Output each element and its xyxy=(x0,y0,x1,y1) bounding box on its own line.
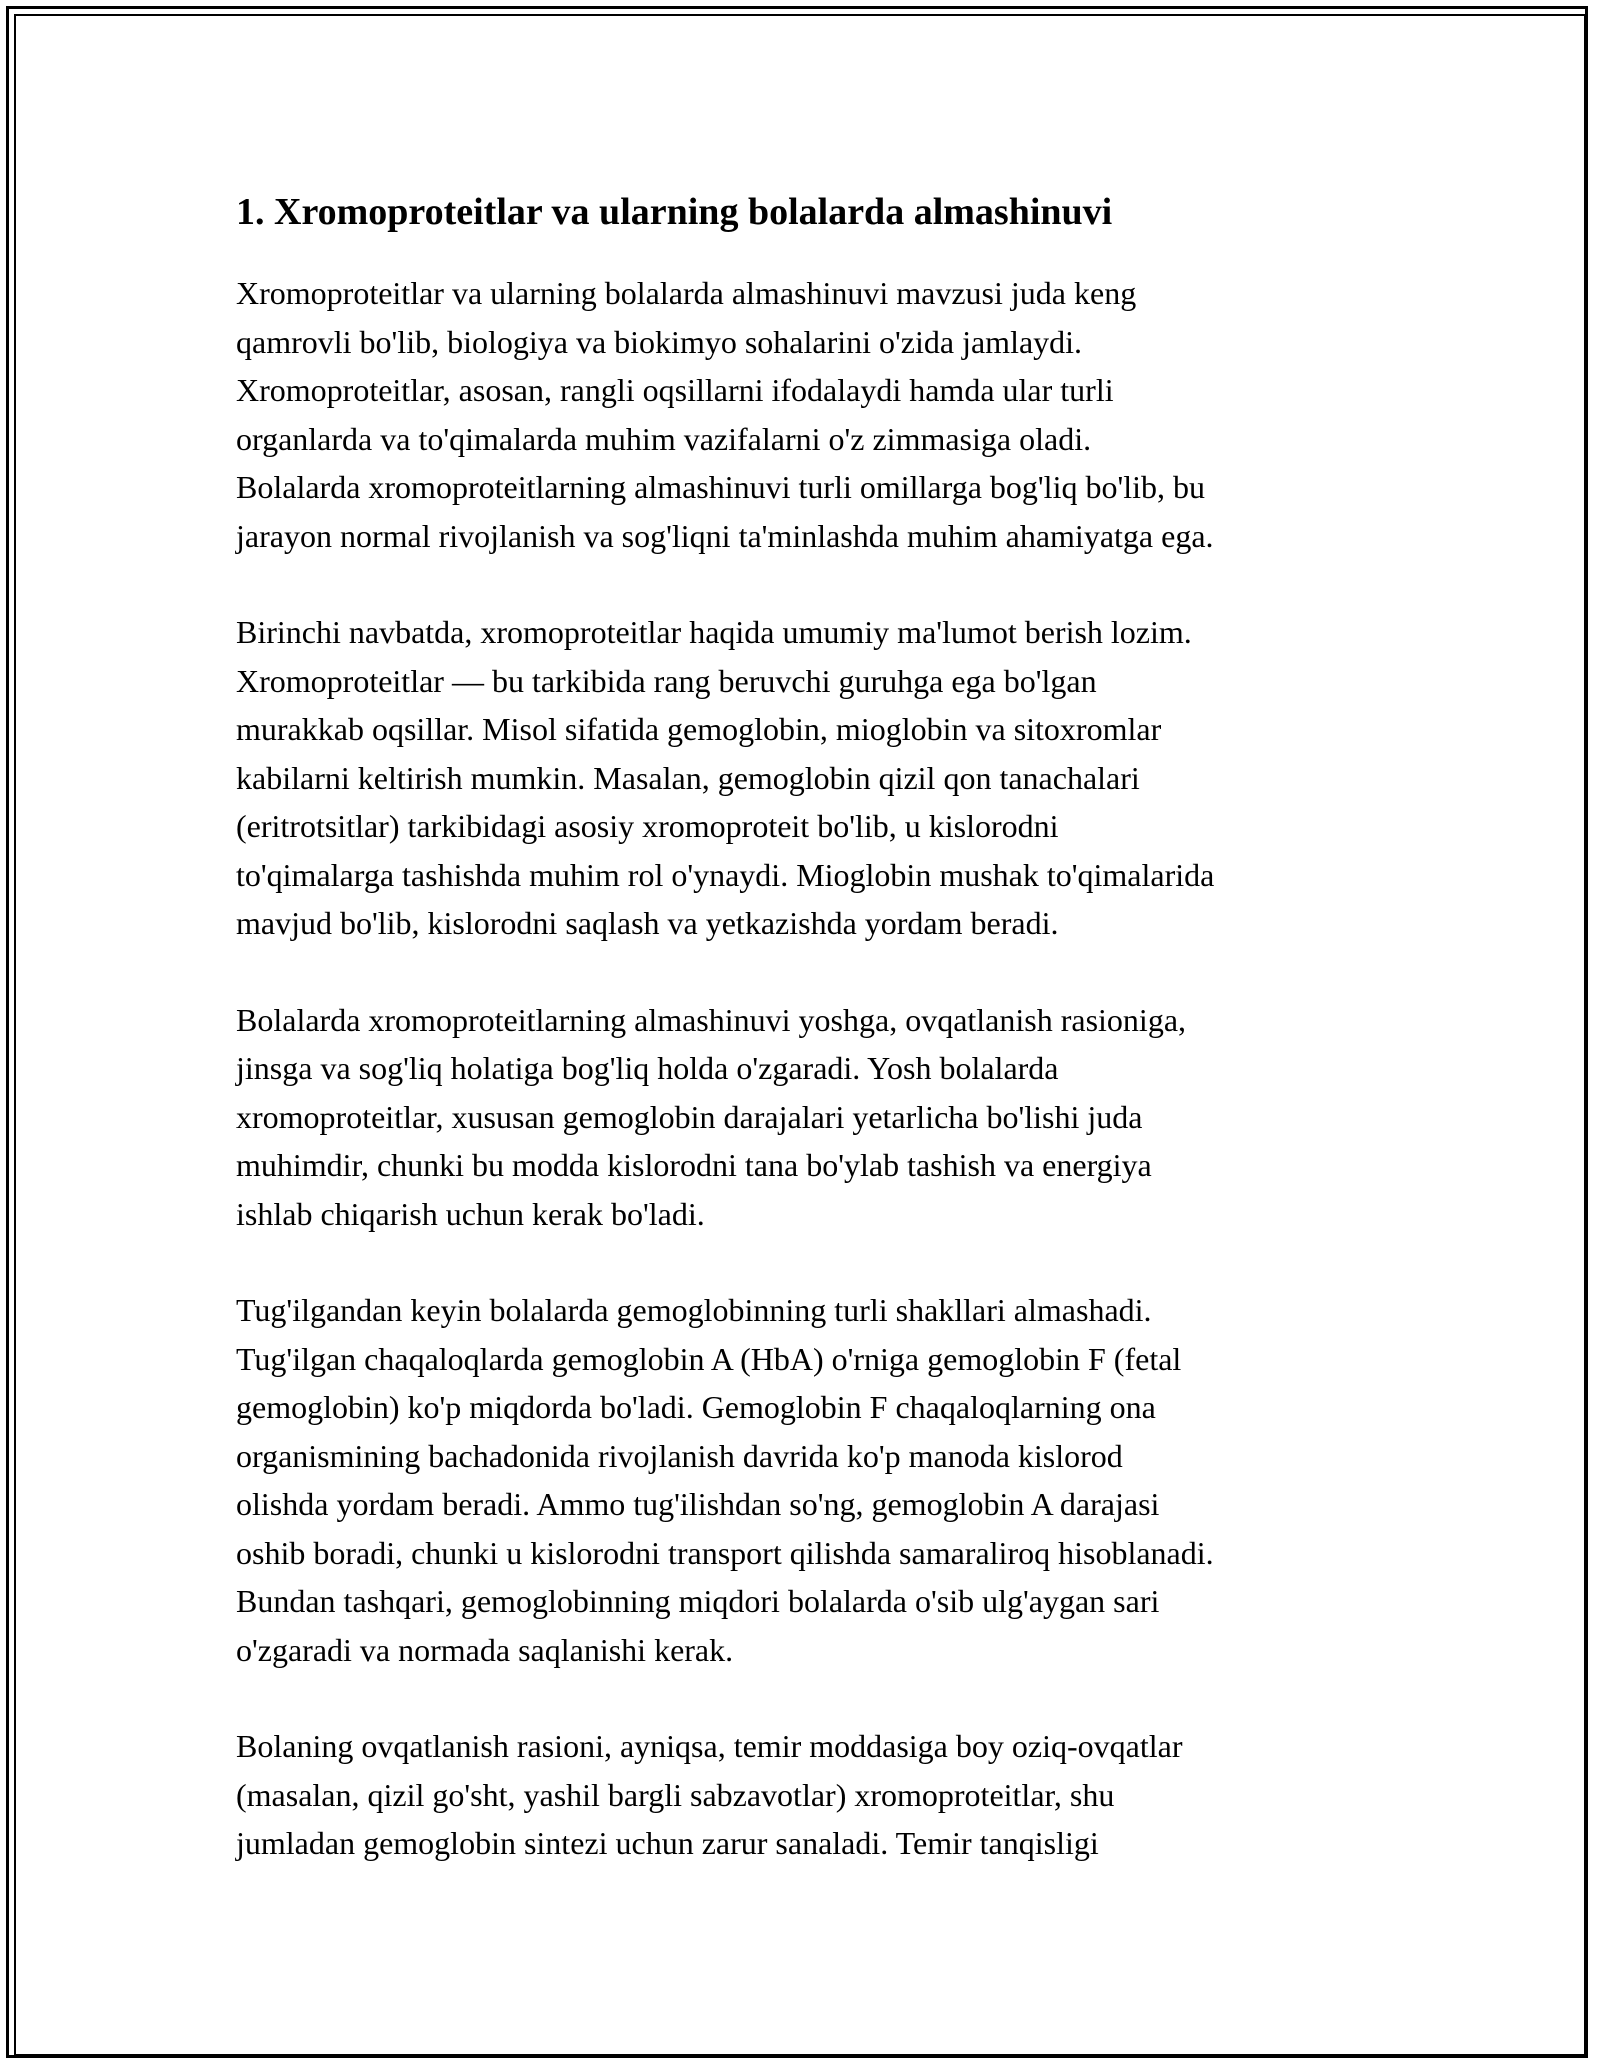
paragraph: Bolaning ovqatlanish rasioni, ayniqsa, temir moddasiga boy oziq-ovqatlar (masalan, qizil go'sht, yashil bargli sabzavotlar) xromoproteitlar, shu jumladan gemoglobin sintezi uchun zarur sanaladi. Temir tanqisligi xyxy=(236,1728,1183,1861)
document-title: 1. Xromoproteitlar va ularning bolalarda almashinuvi xyxy=(236,191,1113,233)
paragraph: Bolalarda xromoproteitlarning almashinuvi yoshga, ovqatlanish rasioniga, jinsga va sog'liq holatiga bog'liq holda o'zgaradi. Yosh bolalarda xromoproteitlar, xususan gemoglobin darajalari yetarlicha bo'lishi juda muhimdir, chunki bu modda kislorodni tana bo'ylab tashish va energiya ishlab chiqarish uchun kerak bo'ladi. xyxy=(236,1001,1187,1232)
document-body xyxy=(236,185,1376,1916)
paragraph: Tug'ilgandan keyin bolalarda gemoglobinning turli shakllari almashadi. Tug'ilgan chaqaloqlarda gemoglobin A (HbA) o'rniga gemoglobin F (fetal gemoglobin) ko'p miqdorda bo'ladi. Gemoglobin F chaqaloqlarning ona organismining bachadonida rivojlanish davrida ko'p manoda kislorod olishda yordam beradi. Ammo tug'ilishdan so'ng, gemoglobin A darajasi oshib boradi, chunki u kislorodni transport qilishda samaraliroq hisoblanadi. Bundan tashqari, gemoglobinning miqdori bolalarda o'sib ulg'aygan sari o'zgaradi va normada saqlanishi kerak. xyxy=(236,1292,1214,1668)
paragraph: Birinchi navbatda, xromoproteitlar haqida umumiy ma'lumot berish lozim. Xromoproteitlar — bu tarkibida rang beruvchi guruhga ega bo'lgan murakkab oqsillar. Misol sifatida gemoglobin, mioglobin va sitoxromlar kabilarni keltirish mumkin. Masalan, gemoglobin qizil qon tanachalari (eritrotsitlar) tarkibidagi asosiy xromoproteit bo'lib, u kislorodni to'qimalarga tashishda muhim rol o'ynaydi. Mioglobin mushak to'qimalarida mavjud bo'lib, kislorodni saqlash va yetkazishda yordam beradi. xyxy=(236,614,1215,941)
paragraph: Xromoproteitlar va ularning bolalarda almashinuvi mavzusi juda keng qamrovli bo'lib, biologiya va biokimyo sohalarini o'zida jamlaydi. Xromoproteitlar, asosan, rangli oqsillarni ifodalaydi hamda ular turli organlarda va to'qimalarda muhim vazifalarni o'z zimmasiga oladi. Bolalarda xromoproteitlarning almashinuvi turli omillarga bog'liq bo'lib, bu jarayon normal rivojlanish va sog'liqni ta'minlashda muhim ahamiyatga ega. xyxy=(236,275,1214,554)
